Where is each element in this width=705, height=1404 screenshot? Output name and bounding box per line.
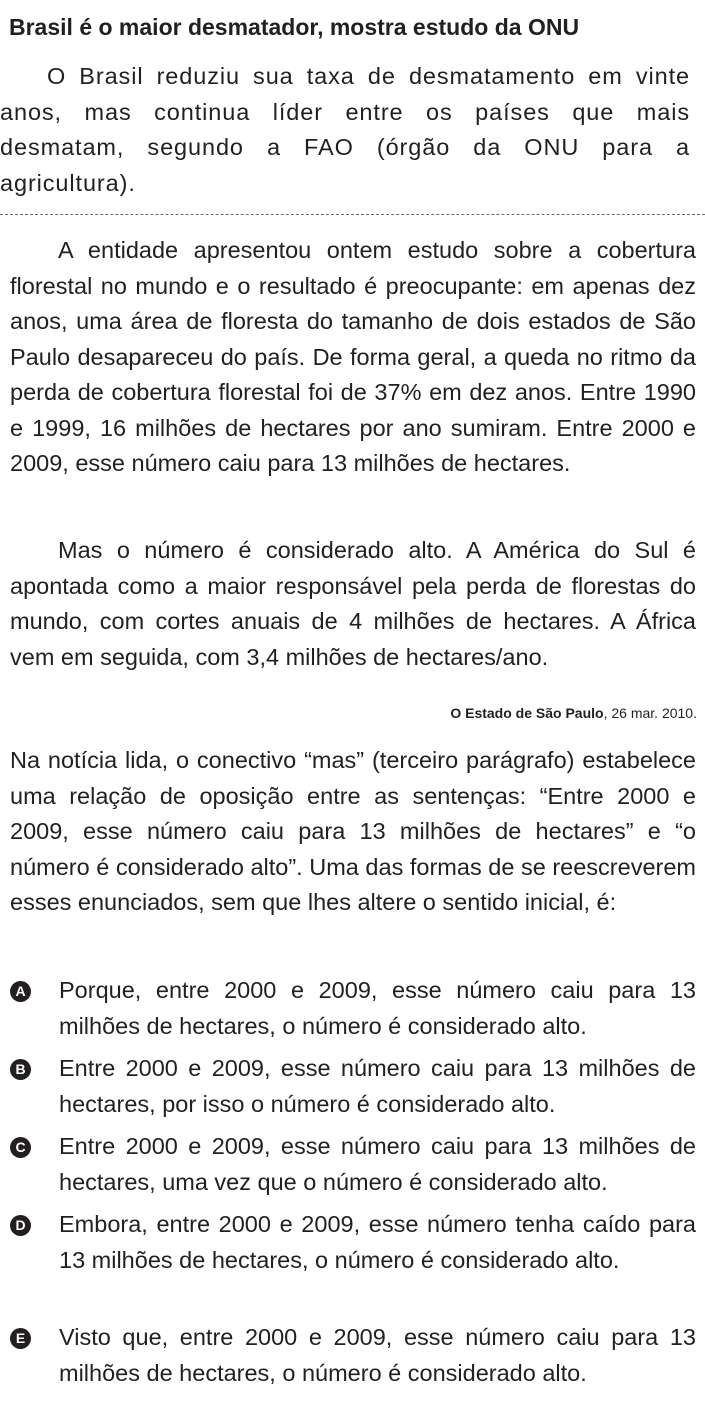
dashed-divider [0, 214, 705, 215]
source-name: O Estado de São Paulo [450, 705, 604, 721]
article-headline: Brasil é o maior desmatador, mostra estudo da ONU [9, 14, 580, 40]
source-date: , 26 mar. 2010. [603, 705, 697, 721]
option-a-text: Porque, entre 2000 e 2009, esse número caiu para 13 milhões de hectares, o número é considerado alto. [59, 977, 696, 1039]
article-paragraph-2: Mas o número é considerado alto. A América do Sul é apontada como a maior responsável pela perda de florestas do mundo, com cortes anuais de 4 milhões de hectares. A África vem em seguida, com 3,4 milhões de hectares/ano. [10, 537, 696, 670]
option-d-letter-badge: D [10, 1215, 31, 1236]
article-paragraph-1: A entidade apresentou ontem estudo sobre a cobertura florestal no mundo e o resultado é preocupante: em apenas dez anos, uma área de floresta do tamanho de dois estados de São Paulo desapareceu do país. De forma geral, a queda no ritmo da perda de cobertura florestal foi de 37% em dez anos. Entre 1990 e 1999, 16 milhões de hectares por ano sumiram. Entre 2000 e 2009, esse número caiu para 13 milhões de hectares. [10, 237, 696, 476]
question-prompt: Na notícia lida, o conectivo “mas” (terceiro parágrafo) estabelece uma relação de oposição entre as sentenças: “Entre 2000 e 2009, esse número caiu para 13 milhões de hectares” e “o número é considerado alto”. Uma das formas de se reescreverem esses enunciados, sem que lhes altere o sentido inicial, é: [10, 747, 696, 915]
article-lead: O Brasil reduziu sua taxa de desmatamento em vinte anos, mas continua líder entre os países que mais desmatam, segundo a FAO (órgão da ONU para a agricultura). [0, 63, 690, 196]
option-e-text: Visto que, entre 2000 e 2009, esse número caiu para 13 milhões de hectares, o número é considerado alto. [59, 1324, 696, 1386]
article-source [450, 704, 697, 722]
option-b-letter-badge: B [10, 1059, 31, 1080]
option-a-letter-badge: A [10, 981, 31, 1002]
option-e-letter-badge: E [10, 1328, 31, 1349]
option-c-text: Entre 2000 e 2009, esse número caiu para 13 milhões de hectares, uma vez que o número é considerado alto. [59, 1133, 696, 1195]
option-c-letter-badge: C [10, 1137, 31, 1158]
option-b-text: Entre 2000 e 2009, esse número caiu para 13 milhões de hectares, por isso o número é considerado alto. [59, 1055, 696, 1117]
option-d-text: Embora, entre 2000 e 2009, esse número tenha caído para 13 milhões de hectares, o número é considerado alto. [59, 1211, 696, 1273]
